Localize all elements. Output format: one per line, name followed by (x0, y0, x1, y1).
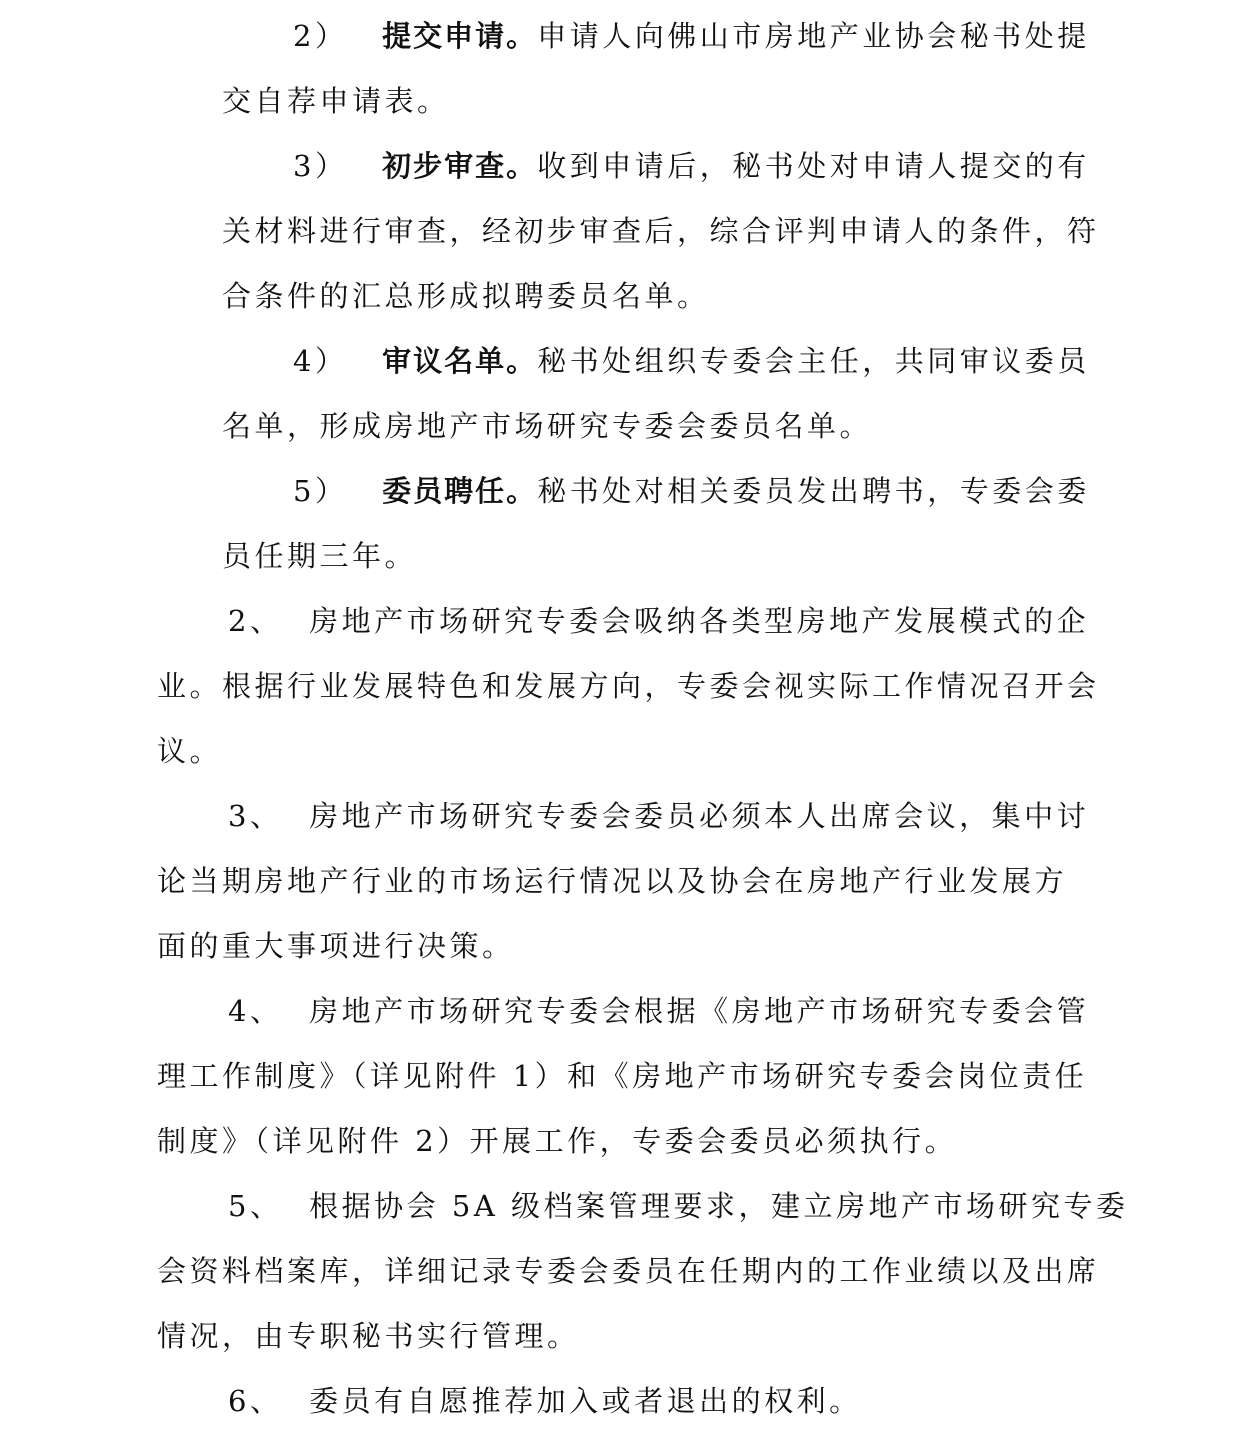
item-4-line-3: 制度》（详见附件 2）开展工作，专委会委员必须执行。 (157, 1124, 958, 1158)
sub-item-5-line-1 (293, 471, 1090, 511)
item-text: 根据协会 5A 级档案管理要求，建立房地产市场研究专委 (309, 1189, 1129, 1223)
item-5-line-2: 会资料档案库，详细记录专委会委员在任期内的工作业绩以及出席 (157, 1254, 1100, 1288)
sub-item-text: 秘书处对相关委员发出聘书，专委会委 (537, 474, 1090, 508)
sub-item-5-line-2: 员任期三年。 (222, 539, 418, 573)
sub-item-4-line-2: 名单，形成房地产市场研究专委会委员名单。 (222, 409, 873, 443)
sub-item-2-line-2: 交自荐申请表。 (222, 84, 450, 118)
sub-item-number: 4） (293, 344, 348, 378)
sub-item-4-line-1 (293, 341, 1090, 381)
sub-item-3-line-1 (293, 146, 1090, 186)
item-text: 房地产市场研究专委会根据《房地产市场研究专委会管 (309, 994, 1090, 1028)
sub-item-number: 2） (293, 19, 348, 53)
item-2-line-2: 业。根据行业发展特色和发展方向，专委会视实际工作情况召开会 (157, 669, 1100, 703)
sub-item-3-line-2: 关材料进行审查，经初步审查后，综合评判申请人的条件，符 (222, 214, 1100, 248)
sub-item-text: 收到申请后，秘书处对申请人提交的有 (537, 149, 1090, 183)
item-number: 5、 (228, 1189, 283, 1223)
sub-item-title: 委员聘任。 (382, 474, 538, 508)
item-3-line-3: 面的重大事项进行决策。 (157, 929, 515, 963)
sub-item-number: 5） (293, 474, 348, 508)
item-number: 6、 (228, 1384, 283, 1418)
sub-item-text: 秘书处组织专委会主任，共同审议委员 (537, 344, 1090, 378)
sub-item-title: 初步审查。 (382, 149, 538, 183)
sub-item-text: 申请人向佛山市房地产业协会秘书处提 (537, 19, 1090, 53)
sub-item-3-line-3: 合条件的汇总形成拟聘委员名单。 (222, 279, 710, 313)
sub-item-title: 审议名单。 (382, 344, 538, 378)
item-number: 3、 (228, 799, 283, 833)
item-number: 4、 (228, 994, 283, 1028)
item-text: 房地产市场研究专委会委员必须本人出席会议，集中讨 (309, 799, 1090, 833)
item-6-line-1 (228, 1381, 862, 1421)
sub-item-number: 3） (293, 149, 348, 183)
item-2-line-3: 议。 (157, 734, 223, 768)
item-text: 委员有自愿推荐加入或者退出的权利。 (309, 1384, 862, 1418)
item-5-line-1 (228, 1186, 1129, 1226)
item-4-line-2: 理工作制度》（详见附件 1）和《房地产市场研究专委会岗位责任 (157, 1059, 1088, 1093)
item-2-line-1 (228, 601, 1089, 641)
item-3-line-1 (228, 796, 1089, 836)
sub-item-2-line-1 (293, 16, 1090, 56)
sub-item-title: 提交申请。 (382, 19, 538, 53)
item-3-line-2: 论当期房地产行业的市场运行情况以及协会在房地产行业发展方 (157, 864, 1068, 898)
item-number: 2、 (228, 604, 283, 638)
item-4-line-1 (228, 991, 1089, 1031)
item-5-line-3: 情况，由专职秘书实行管理。 (157, 1319, 580, 1353)
item-text: 房地产市场研究专委会吸纳各类型房地产发展模式的企 (309, 604, 1090, 638)
